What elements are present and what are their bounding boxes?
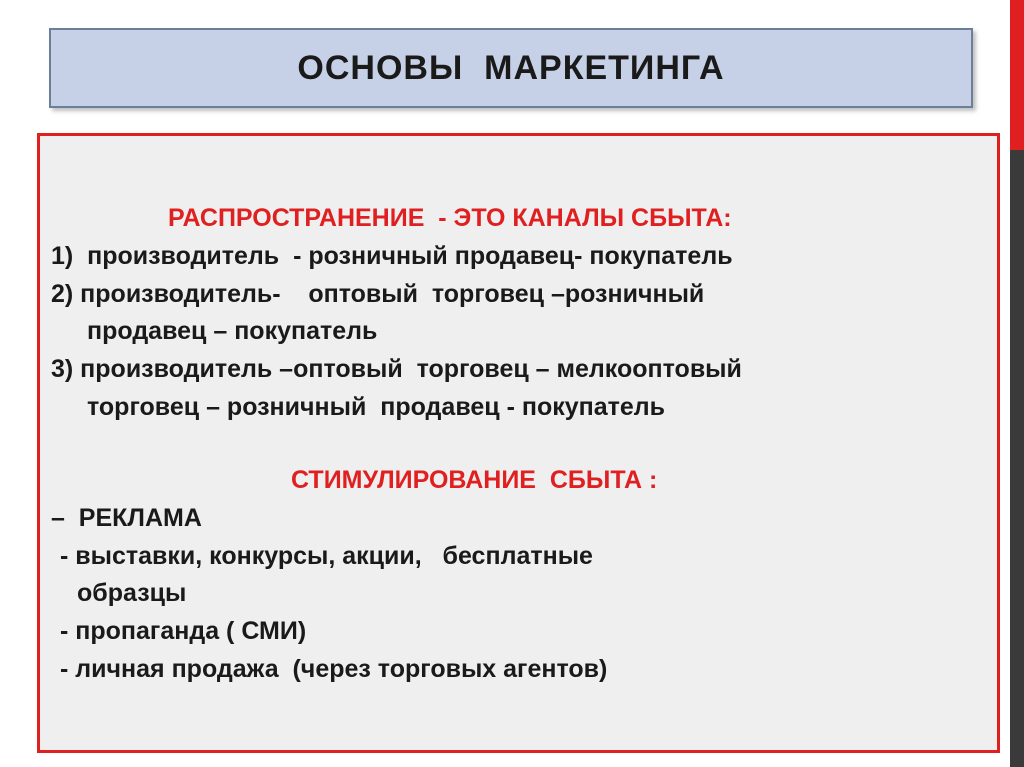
promo-line-exhibitions: - выставки, конкурсы, акции, бесплатные bbox=[60, 542, 593, 570]
side-bar-red-segment bbox=[1010, 0, 1024, 150]
section-heading-promotion: СТИМУЛИРОВАНИЕ СБЫТА : bbox=[291, 466, 658, 494]
channel-line-3-cont: торговец – розничный продавец - покупатель bbox=[87, 393, 666, 421]
slide-side-bar bbox=[1010, 0, 1024, 767]
channel-line-1: 1) производитель - розничный продавец- покупатель bbox=[51, 242, 733, 270]
promo-line-advertising: – РЕКЛАМА bbox=[51, 504, 202, 532]
channel-line-3: 3) производитель –оптовый торговец – мелкооптовый bbox=[51, 355, 742, 383]
promo-line-personal-selling: - личная продажа (через торговых агентов) bbox=[60, 655, 608, 683]
channel-line-2: 2) производитель- оптовый торговец –розничный bbox=[51, 280, 705, 308]
channel-line-2-cont: продавец – покупатель bbox=[87, 317, 378, 345]
section-heading-distribution: РАСПРОСТРАНЕНИЕ - ЭТО КАНАЛЫ СБЫТА: bbox=[168, 204, 732, 232]
title-box bbox=[49, 28, 973, 108]
slide-title: ОСНОВЫ МАРКЕТИНГА bbox=[297, 48, 725, 87]
promo-line-propaganda: - пропаганда ( СМИ) bbox=[60, 617, 307, 645]
promo-line-exhibitions-cont: образцы bbox=[77, 579, 187, 607]
side-bar-dark-segment bbox=[1010, 150, 1024, 767]
content-box bbox=[37, 133, 1000, 753]
